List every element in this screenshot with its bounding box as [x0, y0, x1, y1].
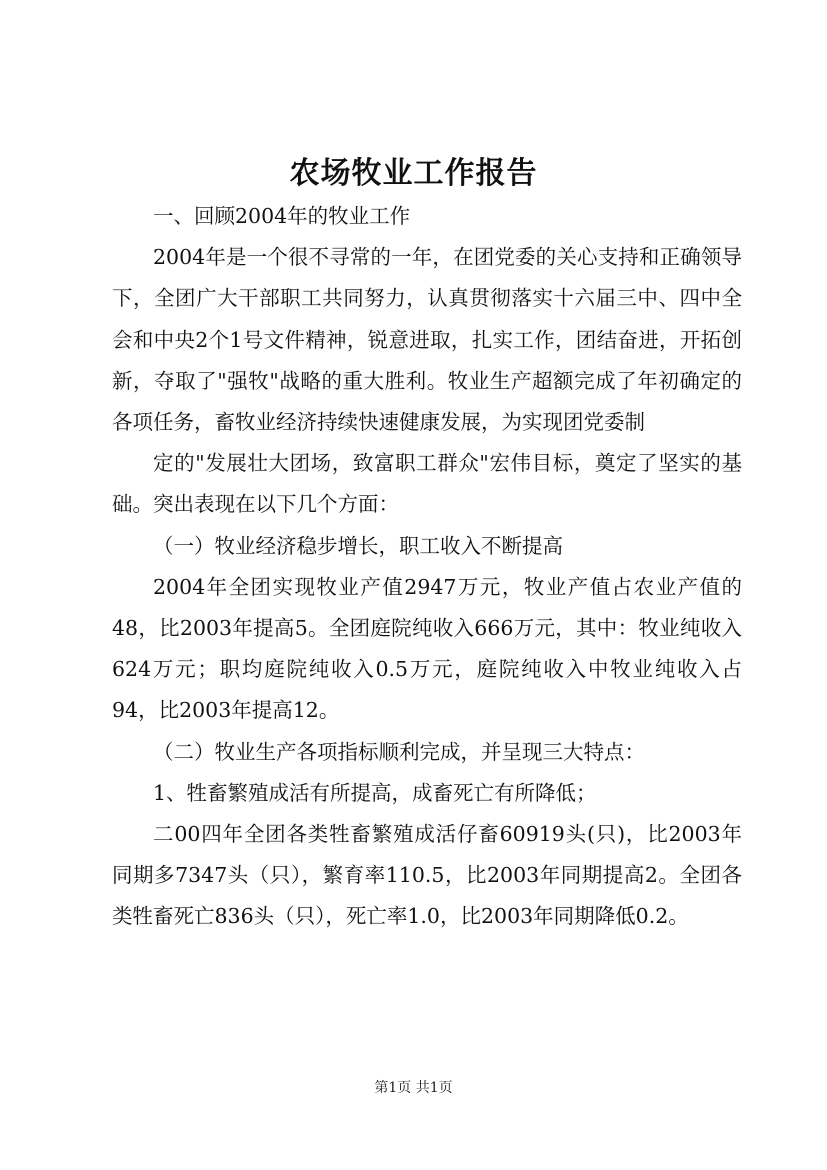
paragraph-output-income: 2004年全团实现牧业产值2947万元，牧业产值占农业产值的48，比2003年提高5。全团庭院纯收入666万元，其中：牧业纯收入624万元；职均庭院纯收入0.5万元，庭院纯收入中牧业纯收入占94，比2003年提高12。 — [112, 574, 742, 723]
page-footer: 第1页 共1页 — [374, 1080, 453, 1096]
paragraph-breeding-stats: 二00四年全团各类牲畜繁殖成活仔畜60919头(只)，比2003年同期多7347头（只），繁育率110.5，比2003年同期提高2。全团各类牲畜死亡836头（只），死亡率1.0，比2003年同期降低0.2。 — [112, 822, 742, 929]
subheading-breeding-survival: 1、牲畜繁殖成活有所提高，成畜死亡有所降低； — [153, 780, 597, 805]
document-body — [112, 196, 742, 938]
paragraph-goal-foundation: 定的"发展壮大团场，致富职工群众"宏伟目标，奠定了坚实的基础。突出表现在以下几个方面： — [112, 451, 742, 517]
subheading-indicators: （二）牧业生产各项指标顺利完成，并呈现三大特点： — [153, 739, 645, 764]
document-title: 农场牧业工作报告 — [289, 156, 538, 191]
section-heading-review: 一、回顾2004年的牧业工作 — [153, 204, 411, 228]
paragraph-2004-summary: 2004年是一个很不寻常的一年，在团党委的关心支持和正确领导下，全团广大干部职工共同努力，认真贯彻落实十六届三中、四中全会和中央2个1号文件精神，锐意进取，扎实工作，团结奋进，开拓创新，夺取了"强牧"战略的重大胜利。牧业生产超额完成了年初确定的各项任务，畜牧业经济持续快速健康发展，为实现团党委制 — [112, 245, 742, 435]
subheading-economic-growth: （一）牧业经济稳步增长，职工收入不断提高 — [153, 533, 563, 558]
